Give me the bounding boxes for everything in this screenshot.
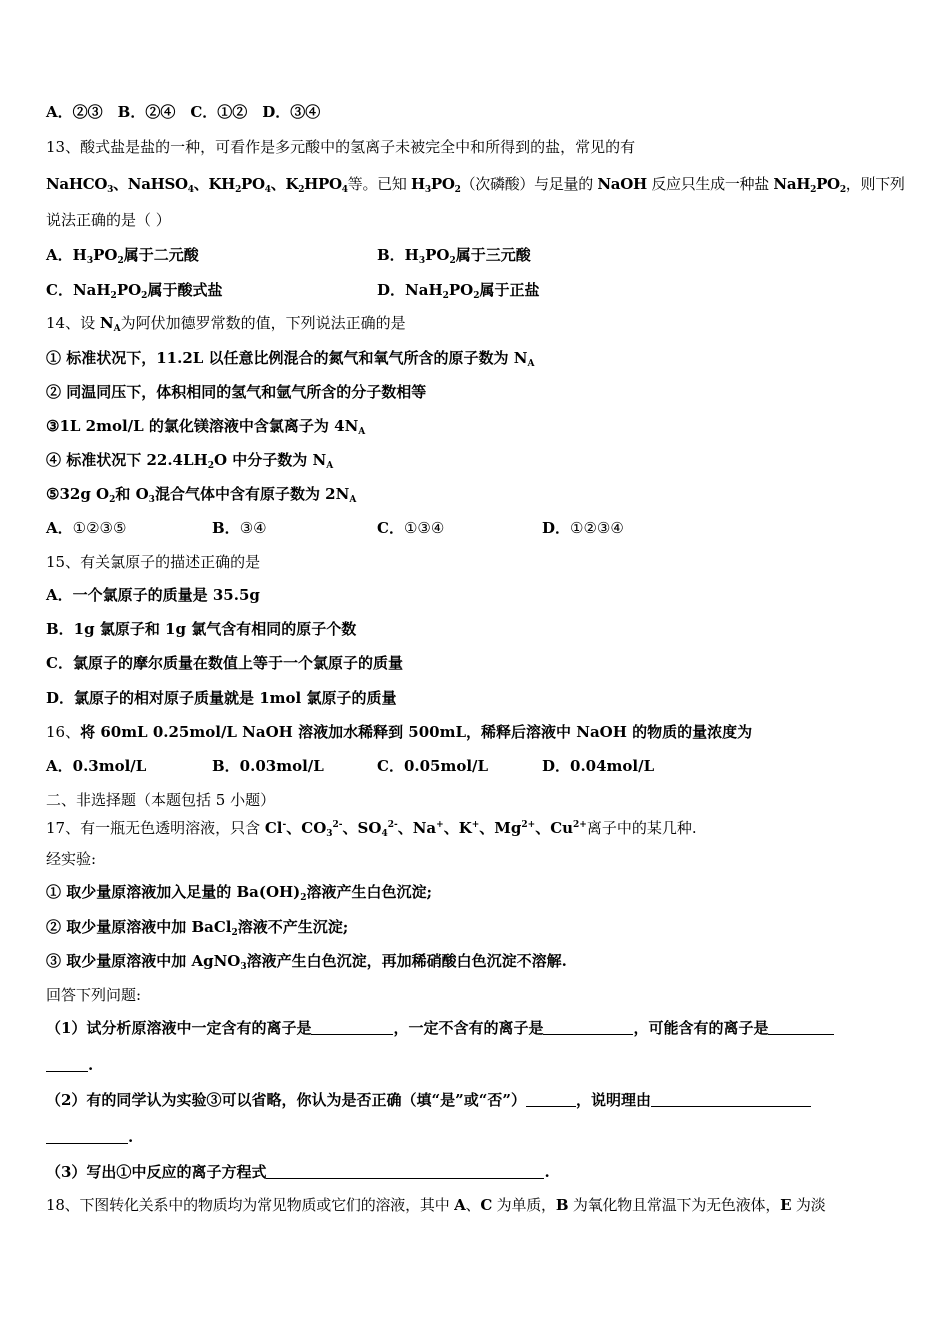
q15-option-d: D．氯原子的相对原子质量就是 1mol 氯原子的质量 [46, 689, 397, 707]
q14-statement-2: ② 同温同压下，体积相同的氢气和氩气所含的分子数相等 [46, 383, 427, 401]
q13-option-b: B．$H_3PO_2$属于三元酸 [377, 246, 531, 266]
q12-options: A．②③ B．②④ C．①② D．③④ [46, 103, 321, 121]
q15-option-a: A．一个氯原子的质量是 35.5g [46, 586, 260, 604]
q16-option-d: D．0.04mol/L [542, 757, 655, 775]
q17-part-2-line1: （2）有的同学认为实验③可以省略，你认为是否正确（填“是”或“否”） ，说明理由 [46, 1090, 811, 1110]
q16-option-a: A．0.3mol/L [46, 757, 147, 775]
q13-stem-line1: 13、酸式盐是盐的一种，可看作是多元酸中的氢离子未被完全中和所得到的盐，常见的有 [46, 138, 636, 156]
q14-statement-1: ① 标准状况下，11.2L 以任意比例混合的氮气和氧气所含的原子数为 $N_A$ [46, 349, 535, 369]
q13-stem-line2: NaHCO$_3$、NaHSO$_4$、$KH_2PO_4$、$K_2HPO_4$等。已知 $H_3PO_2$（次磷酸）与足量的 NaOH 反应只生成一种盐 $NaH_2PO_2$，则下列 [46, 175, 905, 195]
answer-blank-2[interactable] [543, 1019, 633, 1035]
q13-option-c: C．$NaH_2PO_2$属于酸式盐 [46, 281, 223, 301]
q17-stem: 17、有一瓶无色透明溶液，只含 Cl-、$CO_3^{2-}$、$SO_4^{2-}$、Na+、K+、$Mg^{2+}$、$Cu^{2+}$离子中的某几种. [46, 819, 697, 839]
q14-option-c: C．①③④ [377, 519, 445, 537]
q16-stem: 16、将 60mL 0.25mol/L NaOH 溶液加水稀释到 500mL，稀释后溶液中 NaOH 的物质的量浓度为 [46, 723, 753, 741]
q14-statement-5: ⑤32g $O_2$和 $O_3$混合气体中含有原子数为 $2N_A$ [46, 485, 357, 505]
q17-answer-label: 回答下列问题: [46, 986, 142, 1004]
q14-option-b: B．③④ [212, 519, 267, 537]
q13-option-a: A．$H_3PO_2$属于二元酸 [46, 246, 199, 266]
q15-option-b: B．1g 氯原子和 1g 氯气含有相同的原子个数 [46, 620, 357, 638]
answer-blank-3-cont[interactable] [46, 1056, 88, 1072]
q17-part-1-line2: . [46, 1055, 93, 1075]
q17-part-2-line2: . [46, 1127, 133, 1147]
q14-stem: 14、设 $N_A$为阿伏加德罗常数的值，下列说法正确的是 [46, 314, 406, 334]
q16-option-b: B．0.03mol/L [212, 757, 324, 775]
q14-statement-4: ④ 标准状况下 $22.4LH_2O$ 中分子数为 $N_A$ [46, 451, 334, 471]
section-2-heading: 二、非选择题（本题包括 5 小题） [46, 791, 276, 809]
q14-statement-3: ③1L 2mol/L 的氯化镁溶液中含氯离子为 $4N_A$ [46, 417, 366, 437]
answer-blank-5[interactable] [651, 1091, 811, 1107]
q17-experiment-2: ② 取少量原溶液中加 BaCl$_2$溶液不产生沉淀; [46, 918, 349, 938]
answer-blank-6[interactable] [266, 1163, 544, 1179]
q13-option-d: D．$NaH_2PO_2$属于正盐 [377, 281, 540, 301]
q17-experiment-3: ③ 取少量原溶液中加 AgNO$_3$溶液产生白色沉淀，再加稀硝酸白色沉淀不溶解. [46, 952, 567, 972]
q17-experiment-1: ① 取少量原溶液加入足量的 $Ba(OH)_2$溶液产生白色沉淀; [46, 883, 433, 903]
answer-blank-4[interactable] [526, 1091, 576, 1107]
q13-stem-line3: 说法正确的是（ ） [46, 211, 171, 229]
q17-experiment-label: 经实验: [46, 850, 97, 868]
q17-part-3: （3）写出①中反应的离子方程式 . [46, 1163, 550, 1181]
answer-blank-5-cont[interactable] [46, 1128, 128, 1144]
q15-stem: 15、有关氯原子的描述正确的是 [46, 553, 261, 571]
q14-option-a: A．①②③⑤ [46, 519, 127, 537]
answer-blank-1[interactable] [311, 1019, 393, 1035]
q18-stem: 18、下图转化关系中的物质均为常见物质或它们的溶液，其中 A、C 为单质，B 为氧化物且常温下为无色液体，E 为淡 [46, 1196, 826, 1214]
q17-part-1-line1: （1）试分析原溶液中一定含有的离子是 ，一定不含有的离子是 ，可能含有的离子是 [46, 1018, 834, 1038]
q16-option-c: C．0.05mol/L [377, 757, 489, 775]
q15-option-c: C．氯原子的摩尔质量在数值上等于一个氯原子的质量 [46, 654, 403, 672]
answer-blank-3[interactable] [768, 1019, 834, 1035]
q14-option-d: D．①②③④ [542, 519, 624, 537]
